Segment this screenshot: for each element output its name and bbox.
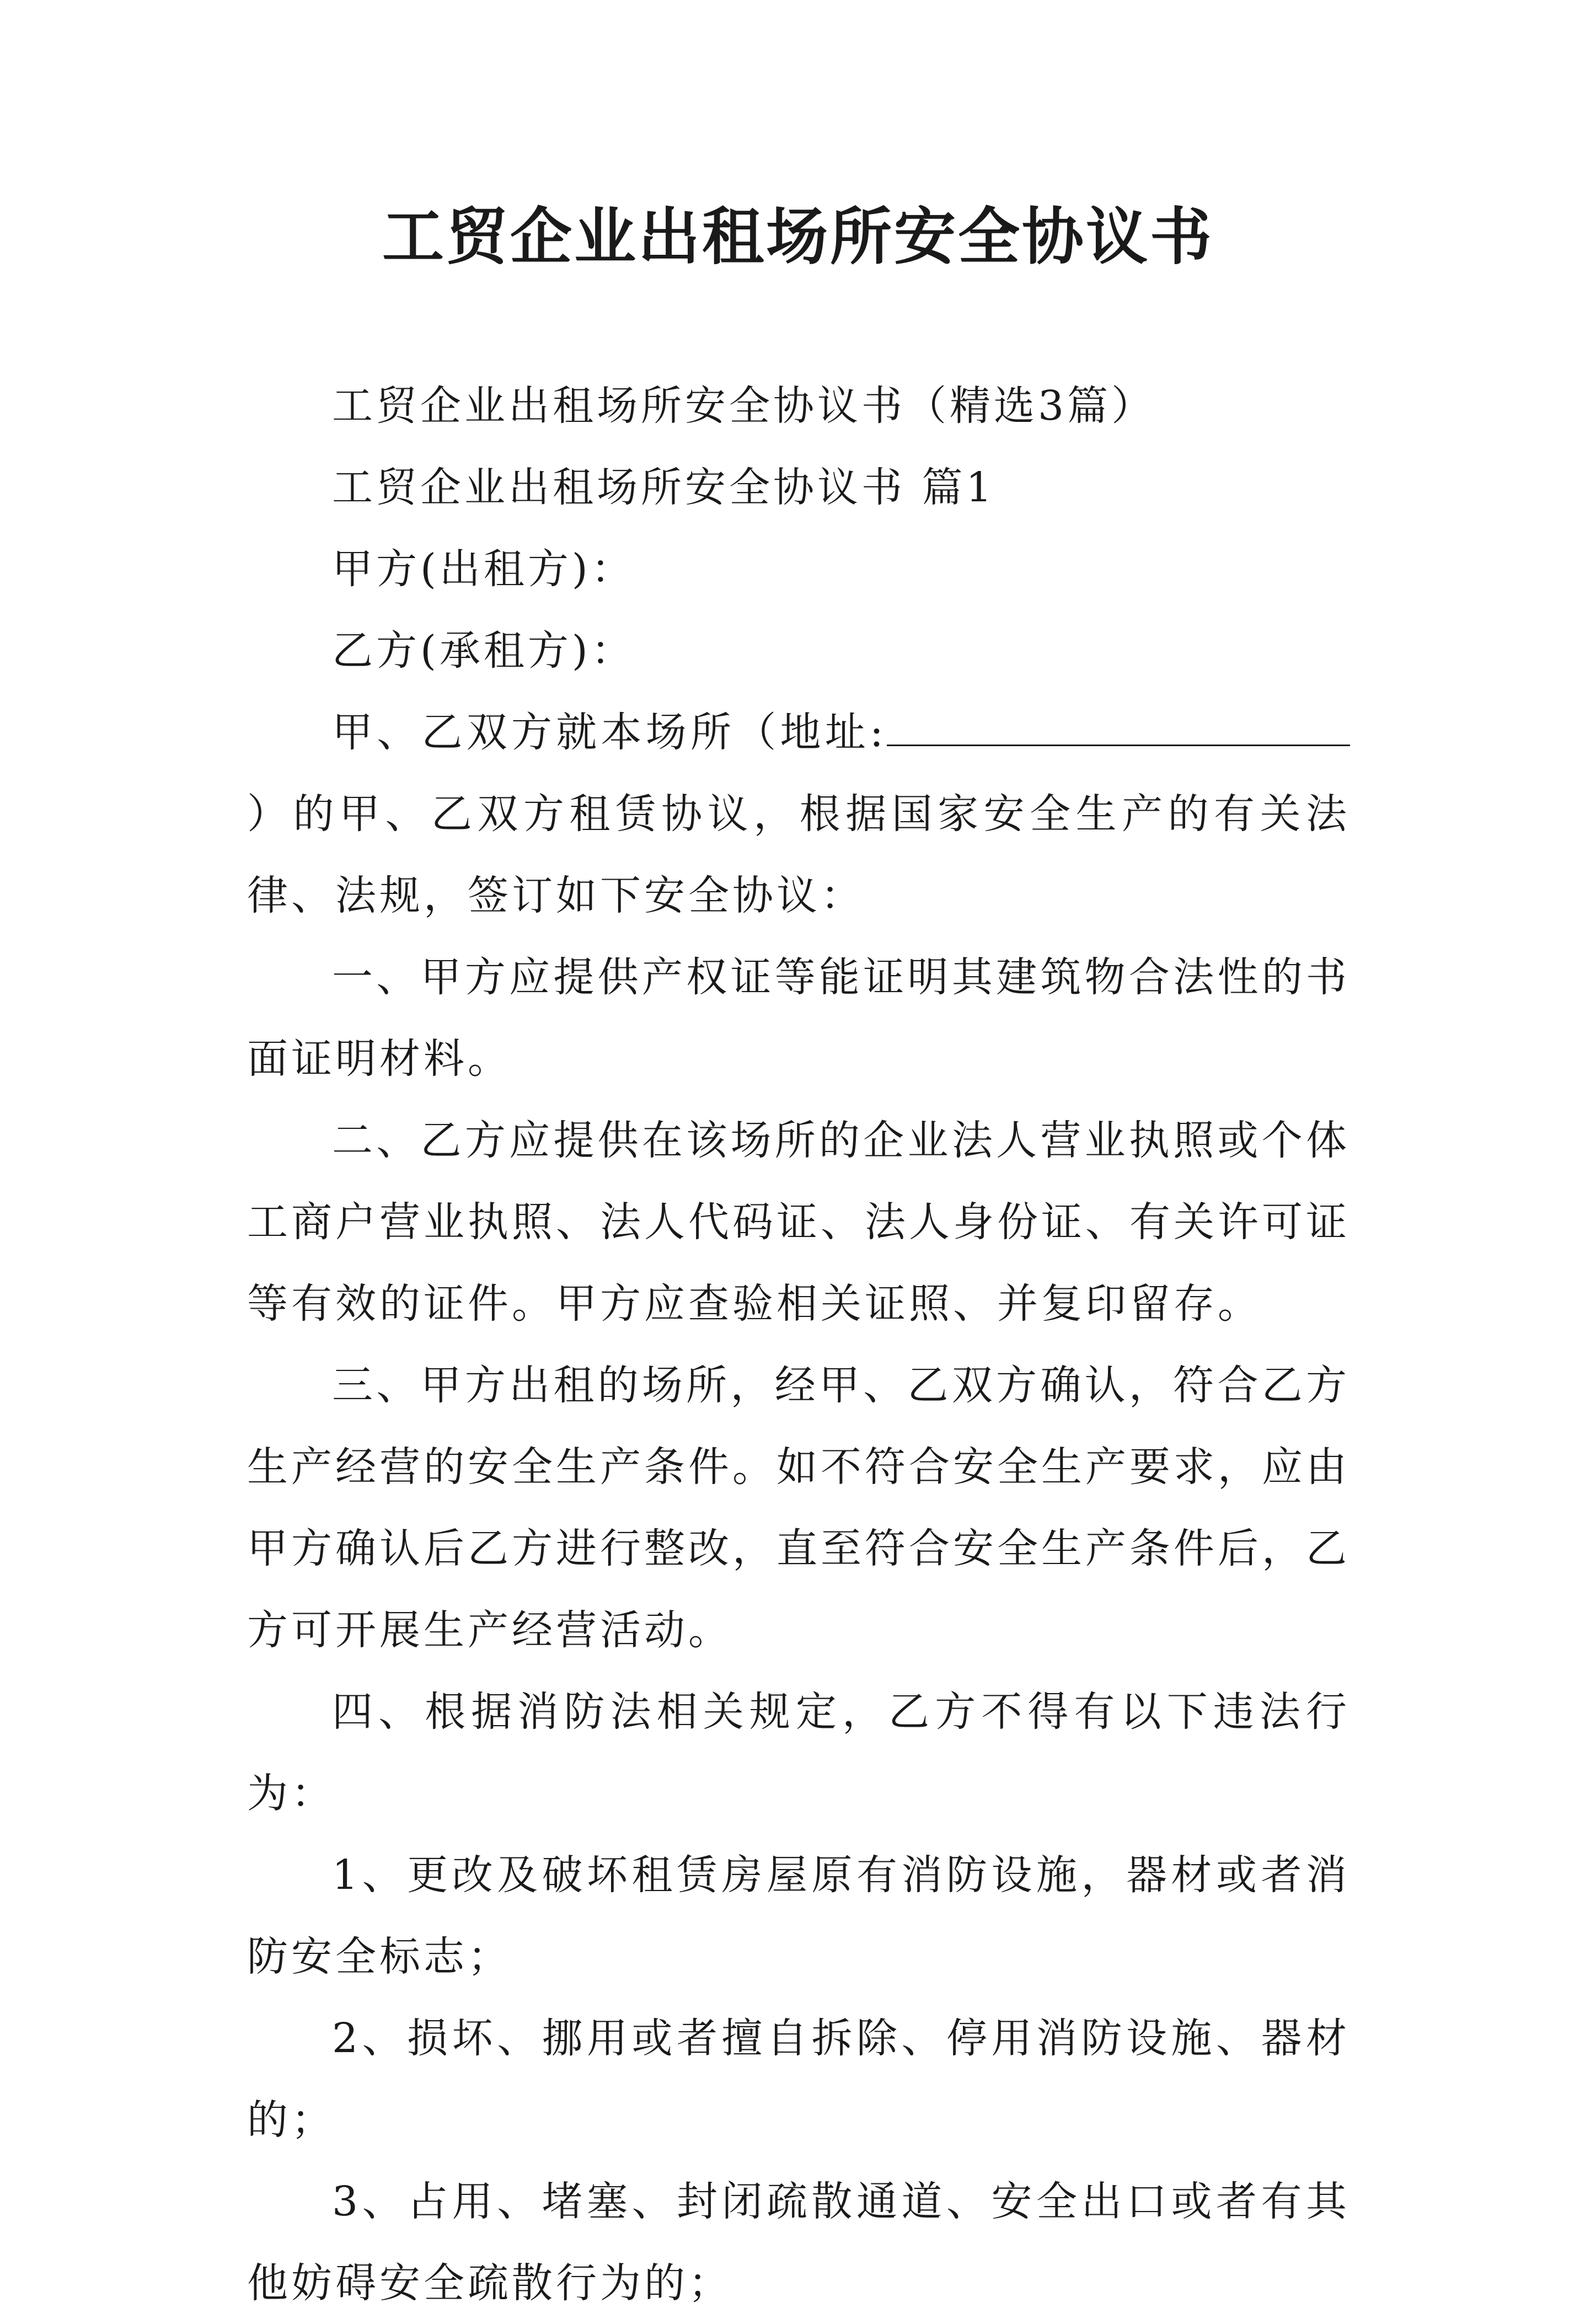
- item-1-paragraph: 1、更改及破坏租赁房屋原有消防设施，器材或者消防安全标志；: [247, 1851, 1350, 1980]
- clause-2-paragraph: 二、乙方应提供在该场所的企业法人营业执照或个体工商户营业执照、法人代码证、法人身份证、有关许可证等有效的证件。甲方应查验相关证照、并复印留存。: [247, 1117, 1350, 1327]
- intro-suffix: ）的甲、乙双方租赁协议，根据国家安全生产的有关法律、法规，签订如下安全协议：: [247, 790, 1350, 919]
- party-a-line: 甲方(出租方)：: [332, 545, 635, 593]
- clause-1-paragraph: 一、甲方应提供产权证等能证明其建筑物合法性的书面证明材料。: [247, 954, 1350, 1083]
- intro-prefix: 甲、乙双方就本场所（地址:: [332, 709, 887, 756]
- clause-3-paragraph: 三、甲方出租的场所，经甲、乙双方确认，符合乙方生产经营的安全生产条件。如不符合安全生产要求，应由甲方确认后乙方进行整改，直至符合安全生产条件后，乙方可开展生产经营活动。: [247, 1362, 1350, 1654]
- item-2-paragraph: 2、损坏、挪用或者擅自拆除、停用消防设施、器材的；: [247, 2015, 1350, 2144]
- address-blank-line: [887, 710, 1350, 746]
- document-body: [247, 365, 1350, 2324]
- party-b-line: 乙方(承租方)：: [332, 627, 635, 674]
- clause-4-paragraph: 四、根据消防法相关规定，乙方不得有以下违法行为：: [247, 1688, 1350, 1817]
- section-heading: 工贸企业出租场所安全协议书 篇1: [332, 464, 995, 511]
- subtitle-paragraph: 工贸企业出租场所安全协议书（精选3篇）: [332, 382, 1156, 430]
- item-3-paragraph: 3、占用、堵塞、封闭疏散通道、安全出口或者有其他妨碍安全疏散行为的；: [247, 2178, 1350, 2307]
- intro-paragraph: [247, 692, 1350, 936]
- document-title: 工贸企业出租场所安全协议书: [382, 201, 1214, 273]
